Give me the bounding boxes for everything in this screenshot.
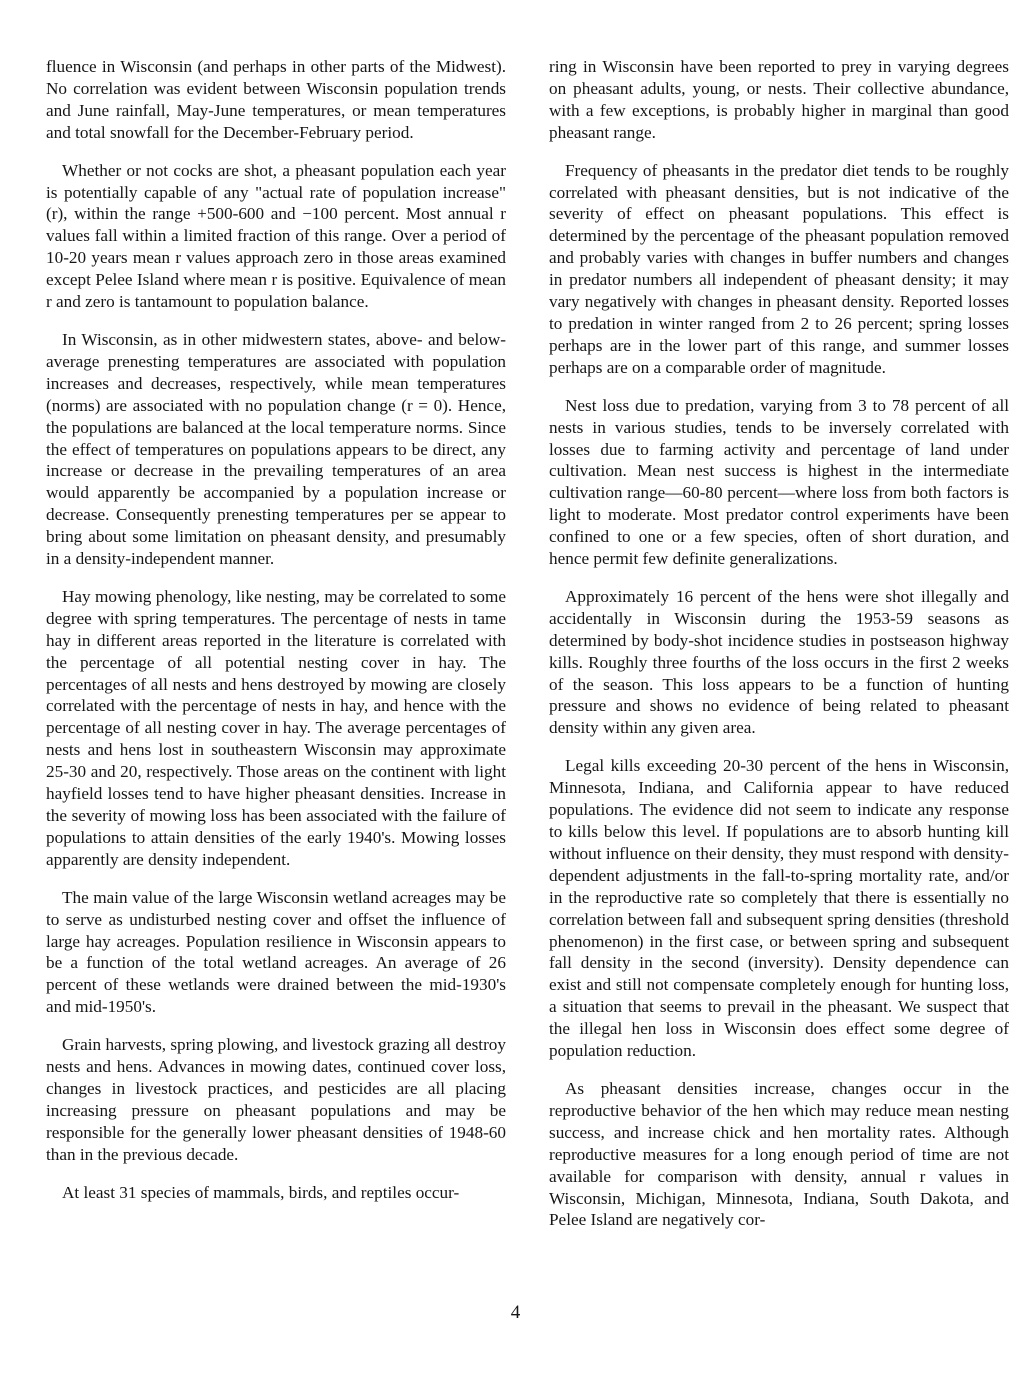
paragraph: fluence in Wisconsin (and perhaps in other parts of the Midwest). No correlation was evident between Wisconsin population trends and June rainfall, May-June temperatures, or mean temperatures and total snowfall for the December-February period. [46, 57, 506, 142]
paragraph: Hay mowing phenology, like nesting, may be correlated to some degree with spring temperatures. The percentage of nests in tame hay in different areas reported in the literature is correlated with the percentage of all potential nesting cover in hay. The percentages of all nests and hens destroyed by mowing are closely correlated with the percentage of nests in hay, and hence with the percentage of all nesting cover in hay. The average percentages of nests and hens lost in southeastern Wisconsin may approximate 25-30 and 20, respectively. Those areas on the continent with light hayfield losses tend to have higher pheasant densities. Increase in the severity of mowing loss has been associated with the failure of populations to attain densities of the early 1940's. Mowing losses apparently are density independent. [46, 586, 506, 869]
paragraph: As pheasant densities increase, changes occur in the reproductive behavior of the hen which may reduce mean nesting success, and increase chick and hen mortality rates. Although reproductive measures for a long enough period of time are not available for comparison with density, annual r values in Wisconsin, Michigan, Minnesota, Indiana, South Dakota, and Pelee Island are negatively cor- [549, 1078, 1009, 1230]
paragraph: The main value of the large Wisconsin wetland acreages may be to serve as undisturbed nesting cover and offset the influence of large hay acreages. Population resilience in Wisconsin appears to be a function of the total wetland acreages. An average of 26 percent of these wetlands were drained between the mid-1930's and mid-1950's. [46, 887, 506, 1017]
paragraph: Grain harvests, spring plowing, and livestock grazing all destroy nests and hens. Advances in mowing dates, continued cover loss, changes in livestock practices, and pesticides are all placing increasing pressure on pheasant populations and may be responsible for the generally lower pheasant densities of 1948-60 than in the previous decade. [46, 1035, 506, 1164]
paragraph: At least 31 species of mammals, birds, and reptiles occur- [62, 1182, 460, 1202]
paragraph: Legal kills exceeding 20-30 percent of the hens in Wisconsin, Minnesota, Indiana, and California appear to have reduced populations. The evidence did not seem to indicate any response to kills below this level. If populations are to absorb hunting kill without influence on their density, they must respond with density-dependent adjustments in the fall-to-spring mortality rate, and/or in the reproductive rate so completely that there is essentially no correlation between fall and subsequent spring densities (threshold phenomenon) in the first case, or between spring and subsequent fall density in the second (inversity). Density dependence can exist and still not compensate completely enough for hunting loss, a situation that seems to prevail in the pheasant. We suspect that the illegal hen loss in Wisconsin does effect some degree of population reduction. [549, 756, 1010, 1061]
right-column [549, 56, 1009, 1231]
paragraph: Frequency of pheasants in the predator diet tends to be roughly correlated with pheasant densities, but is not indicative of the severity of effect on pheasant populations. This effect is determined by the percentage of the pheasant population removed and probably varies with changes in buffer numbers and changes in predator numbers all independent of pheasant density; it may vary negatively with changes in pheasant density. Reported losses to predation in winter ranged from 2 to 26 percent; spring losses perhaps are in the lower part of this range, and summer losses perhaps are on a comparable order of magnitude. [549, 160, 1009, 377]
paragraph: In Wisconsin, as in other midwestern states, above- and below-average prenesting temperatures are associated with population increases and decreases, respectively, while mean temperatures (norms) are associated with no population change (r = 0). Hence, the populations are balanced at the local temperature norms. Since the effect of temperatures on populations appears to be direct, any increase or decrease in the prevailing temperatures of an area would apparently be accompanied by a population increase or decrease. Consequently prenesting temperatures per se appear to bring about some limitation on pheasant density, and presumably in a density-independent manner. [46, 329, 506, 569]
paragraph: Approximately 16 percent of the hens were shot illegally and accidentally in Wisconsin during the 1953-59 seasons as determined by body-shot incidence studies in postseason highway kills. Roughly three fourths of the loss occurs in the first 2 weeks of the season. This loss appears to be a function of hunting pressure and shows no evidence of being related to pheasant density within any given area. [549, 586, 1009, 738]
paragraph: ring in Wisconsin have been reported to prey in varying degrees on pheasant adults, young, or nests. Their collective abundance, with a few exceptions, is probably higher in marginal than good pheasant range. [549, 57, 1009, 142]
paragraph: Whether or not cocks are shot, a pheasant population each year is potentially capable of any "actual rate of population increase" (r), within the range +500-600 and −100 percent. Most annual r values fall within a limited fraction of this range. Over a period of 10-20 years mean r values approach zero in those areas examined except Pelee Island where mean r is positive. Equivalence of mean r and zero is tantamount to population balance. [46, 160, 506, 312]
left-column [46, 56, 506, 1204]
paragraph: Nest loss due to predation, varying from 3 to 78 percent of all nests in various studies, tends to be inversely correlated with losses due to farming activity and percentage of land under cultivation. Mean nest success is highest in the intermediate cultivation range—60-80 percent—where loss from both factors is light to moderate. Most predator control experiments have been confined to one or a few species, often of short duration, and hence permit few definite generalizations. [549, 395, 1009, 569]
page-number: 4 [510, 1302, 521, 1323]
